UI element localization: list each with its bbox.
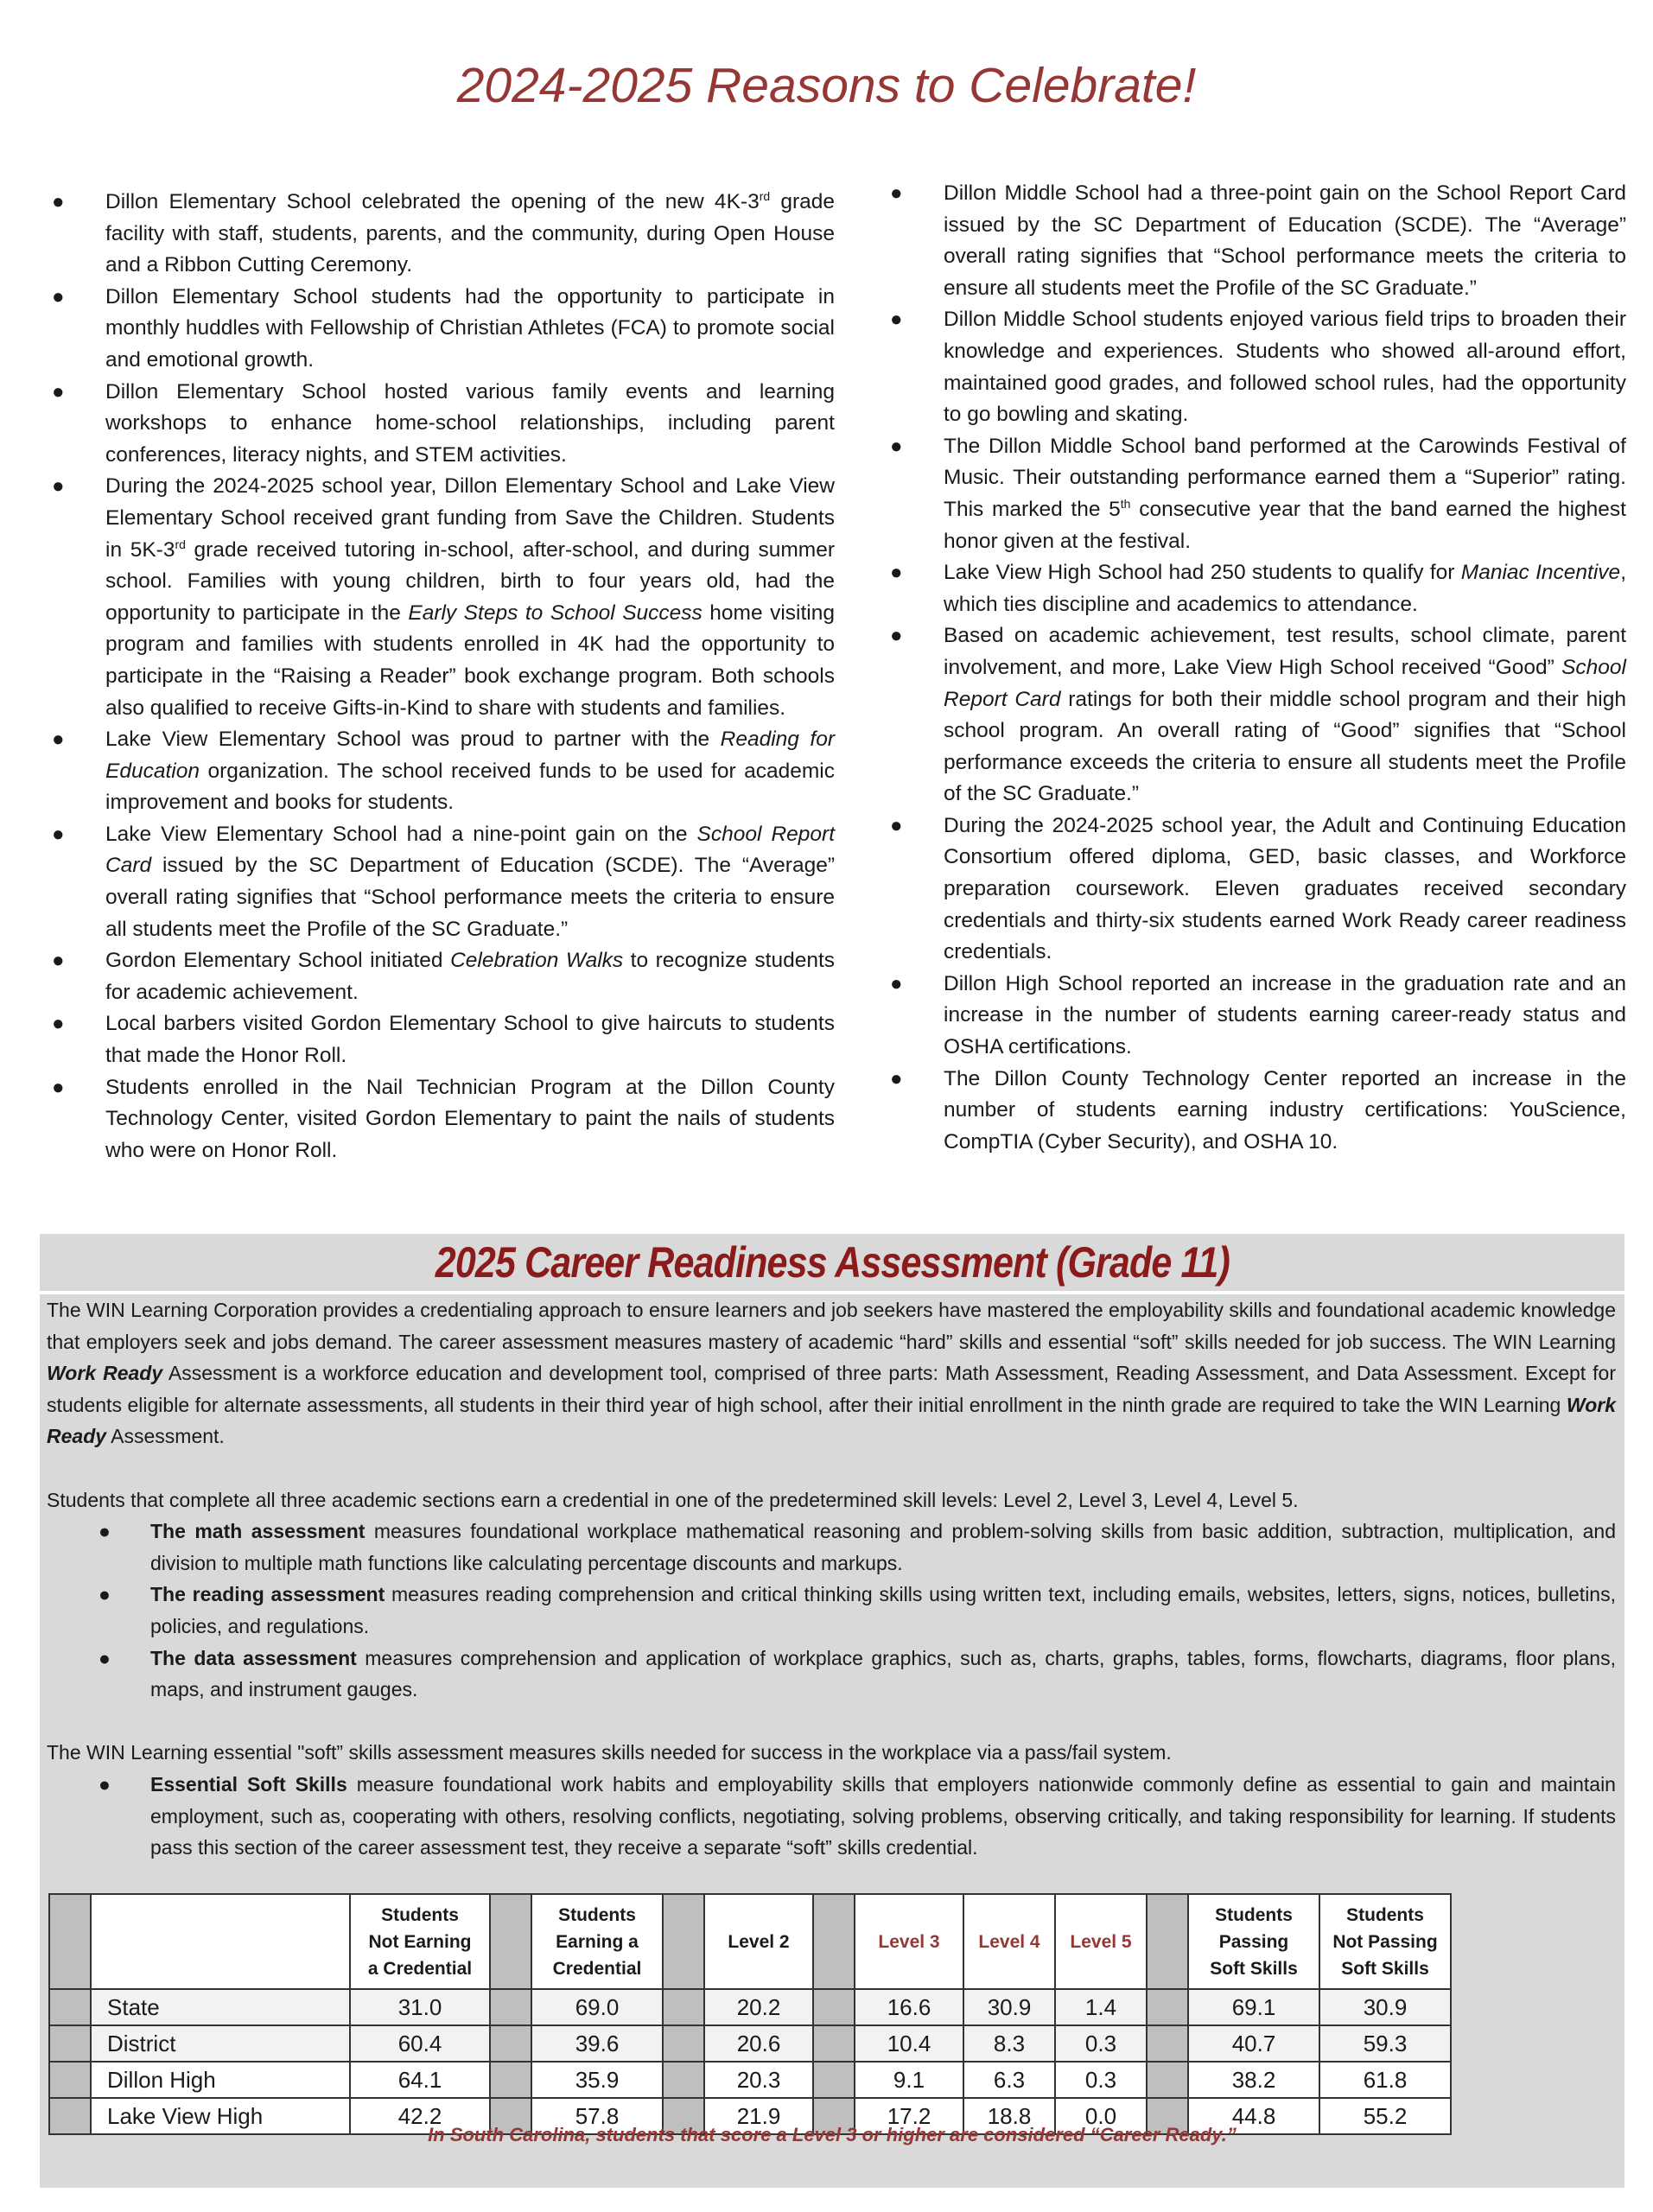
list-item bbox=[47, 1579, 1616, 1642]
table-cell: 31.0 bbox=[350, 1989, 490, 2025]
text-run: ratings for both their middle school program and their high school program. An overall rating of “Good” signifies that “School performance exceeds the criteria to ensure all students meet the Profile of the SC Graduate.” bbox=[944, 687, 1627, 806]
bullet-icon: ● bbox=[890, 561, 903, 585]
table-cell: 30.9 bbox=[1319, 1989, 1451, 2025]
table-cell: 69.0 bbox=[531, 1989, 663, 2025]
bullet-lead: The math assessment bbox=[150, 1520, 366, 1543]
list-item bbox=[890, 1064, 1626, 1159]
text-run: Gordon Elementary School initiated bbox=[105, 949, 451, 973]
table-row bbox=[49, 1989, 1451, 2025]
text-run: Based on academic achievement, test results, school climate, parent involvement, and more, Lake View High School received “Good” bbox=[944, 624, 1626, 679]
spacer-cell bbox=[663, 1989, 704, 2025]
header-line: Students bbox=[1215, 1904, 1293, 1925]
list-item bbox=[890, 810, 1626, 969]
list-item bbox=[52, 1008, 835, 1071]
bullet-icon: ● bbox=[890, 181, 903, 205]
text-run: Dillon Middle School students enjoyed various field trips to broaden their knowledge and experiences. Students who showed all-around effort, maintained good grades, and followed school rules, had the opportunity to go bowling and skating. bbox=[944, 308, 1626, 427]
list-item bbox=[47, 1643, 1616, 1706]
spacer-cell bbox=[49, 2062, 91, 2098]
header-line: Earning a bbox=[556, 1931, 639, 1952]
text-run: Assessment. bbox=[106, 1425, 225, 1448]
levels-text: Students that complete all three academic sections earn a credential in one of the predetermined skill levels: Level 2, Level 3, Level 4, Level 5. bbox=[47, 1488, 1299, 1511]
bullet-icon: ● bbox=[890, 1066, 903, 1090]
table-header-row bbox=[49, 1894, 1451, 1989]
bullet-text: measures comprehension and application of workplace graphics, such as, charts, graphs, tables, forms, flowcharts, diagrams, floor plans, maps, and instrument gauges. bbox=[150, 1646, 1616, 1701]
bullet-icon: ● bbox=[52, 474, 65, 499]
text-run: Dillon Middle School had a three-point gain on the School Report Card issued by the SC Department of Education (SCDE). The “Average” overall rating signifies that “School performance meets the criteria to ensure all students meet the Profile of the SC Graduate.” bbox=[944, 181, 1626, 300]
spacer-cell bbox=[490, 1894, 531, 1989]
text-run: Lake View Elementary School had a nine-point gain on the bbox=[105, 822, 697, 846]
bullet-icon: ● bbox=[52, 822, 65, 846]
column-header bbox=[350, 1894, 490, 1989]
bullet-icon: ● bbox=[99, 1646, 111, 1669]
list-item bbox=[890, 557, 1626, 620]
text-run: home visiting program and families with students enrolled in 4K had the opportunity to participate in the “Raising a Reader” book exchange program. Both schools also qualified to receive Gifts-in-Kind to share with students and families. bbox=[105, 601, 835, 720]
bullet-icon: ● bbox=[52, 1075, 65, 1099]
column-header bbox=[1188, 1894, 1319, 1989]
text-run: During the 2024-2025 school year, Dillon Elementary School and Lake View Elementary School received grant funding from Save the Children. Students in 5K-3 bbox=[105, 474, 835, 562]
text-run: Dillon Elementary School students had the opportunity to participate in monthly huddles with Fellowship of Christian Athletes (FCA) to promote social and emotional growth. bbox=[105, 284, 835, 372]
spacer-cell bbox=[49, 2025, 91, 2062]
italic-text: Reading for Education bbox=[105, 728, 835, 783]
list-item bbox=[52, 819, 835, 945]
academic-assessments-list bbox=[47, 1516, 1616, 1706]
bullet-icon: ● bbox=[890, 434, 903, 458]
list-item bbox=[890, 431, 1626, 557]
header-line: Students bbox=[558, 1904, 636, 1925]
bullet-icon: ● bbox=[890, 308, 903, 332]
text-run: to recognize students for academic achievement. bbox=[105, 949, 836, 1004]
table-cell: 64.1 bbox=[350, 2062, 490, 2098]
spacer-cell bbox=[813, 2025, 855, 2062]
italic-text: School Report Card bbox=[944, 655, 1626, 711]
bullet-icon: ● bbox=[52, 728, 65, 752]
text-run: Dillon Elementary School hosted various family events and learning workshops to enhance home-school relationships, including parent conferences, literacy nights, and STEM activities. bbox=[105, 379, 835, 467]
list-item bbox=[52, 282, 835, 377]
header-line: Soft Skills bbox=[1210, 1958, 1298, 1979]
superscript: th bbox=[1120, 496, 1131, 511]
table-cell: 9.1 bbox=[855, 2062, 963, 2098]
bullet-icon: ● bbox=[52, 1012, 65, 1036]
spacer-cell bbox=[813, 2062, 855, 2098]
text-run: Dillon Elementary School celebrated the opening of the new 4K-3 bbox=[105, 190, 760, 213]
column-header bbox=[963, 1894, 1055, 1989]
header-line: Not Earning bbox=[368, 1931, 472, 1952]
table-cell: 0.0 bbox=[1055, 2098, 1147, 2134]
text-run: organization. The school received funds to be used for academic improvement and books for students. bbox=[105, 759, 835, 815]
table-cell: 6.3 bbox=[963, 2062, 1055, 2098]
header-line: a Credential bbox=[367, 1958, 473, 1979]
column-header bbox=[1055, 1894, 1147, 1989]
list-item bbox=[52, 471, 835, 724]
career-ready-footnote: In South Carolina, students that score a Level 3 or higher are considered “Career Ready.” bbox=[428, 2124, 1237, 2145]
header-line: Passing bbox=[1218, 1931, 1289, 1952]
text-run: , which ties discipline and academics to attendance. bbox=[944, 561, 1626, 616]
celebrations-list-left bbox=[52, 187, 835, 1166]
assessment-title: 2025 Career Readiness Assessment (Grade 11) bbox=[435, 1238, 1230, 1287]
header-line: Students bbox=[381, 1904, 459, 1925]
soft-skills-text: The WIN Learning essential "soft” skills assessment measures skills needed for success in the workplace via a pass/fail system. bbox=[47, 1741, 1172, 1764]
bullet-icon: ● bbox=[890, 813, 903, 837]
text-run: Assessment is a workforce education and development tool, comprised of three parts: Math Assessment, Reading Assessment, and Data Assessment. Except for students eligible for alternate assessments, all students in their third year of high school, after their initial enrollment in the ninth grade are required to take the WIN Learning bbox=[47, 1362, 1616, 1416]
table-cell: 21.9 bbox=[704, 2098, 813, 2134]
header-line: Level 4 bbox=[978, 1931, 1040, 1952]
header-line: Level 3 bbox=[878, 1931, 940, 1952]
table-cell: 38.2 bbox=[1188, 2062, 1319, 2098]
list-item bbox=[52, 724, 835, 819]
bullet-icon: ● bbox=[890, 971, 903, 995]
bullet-icon: ● bbox=[99, 1520, 111, 1543]
table-cell: 20.2 bbox=[704, 1989, 813, 2025]
bullet-text: measures reading comprehension and critical thinking skills using written text, including emails, websites, letters, signs, notices, bulletins, policies, and regulations. bbox=[150, 1583, 1616, 1637]
spacer-cell bbox=[49, 1894, 91, 1989]
header-line: Not Passing bbox=[1332, 1931, 1438, 1952]
bullet-icon: ● bbox=[52, 190, 65, 213]
table-cell: 69.1 bbox=[1188, 1989, 1319, 2025]
table-cell: 59.3 bbox=[1319, 2025, 1451, 2062]
list-item bbox=[52, 187, 835, 282]
spacer-cell bbox=[663, 2062, 704, 2098]
bold-italic-text: Work Ready bbox=[47, 1362, 163, 1385]
bullet-icon: ● bbox=[890, 624, 903, 648]
text-run: Lake View High School had 250 students to qualify for bbox=[944, 561, 1461, 585]
text-run: The Dillon County Technology Center reported an increase in the number of students earning industry certifications: YouScience, CompTIA (Cyber Security), and OSHA 10. bbox=[944, 1066, 1626, 1154]
bullet-text: measure foundational work habits and employability skills that employers nationwide commonly define as essential to gain and maintain employment, such as, cooperating with others, resolving conflicts, negotiating, solving problems, observing critically, and taking responsibility for learning. If students pass this section of the career assessment test, they receive a separate “soft” skills credential. bbox=[150, 1772, 1616, 1859]
list-item bbox=[890, 969, 1626, 1064]
table-cell: 10.4 bbox=[855, 2025, 963, 2062]
list-item bbox=[890, 178, 1626, 304]
italic-text: Maniac Incentive bbox=[1460, 561, 1621, 585]
table-row bbox=[49, 2062, 1451, 2098]
career-readiness-table bbox=[48, 1893, 1452, 2135]
table-cell: 35.9 bbox=[531, 2062, 663, 2098]
column-header bbox=[855, 1894, 963, 1989]
text-run: During the 2024-2025 school year, the Adult and Continuing Education Consortium offered diploma, GED, basic classes, and Workforce preparation coursework. Eleven graduates received secondary credentials and thirty-six students earned Work Ready career readiness credentials. bbox=[944, 813, 1626, 964]
column-header bbox=[531, 1894, 663, 1989]
page-title: 2024-2025 Reasons to Celebrate! bbox=[456, 58, 1197, 113]
row-label: Lake View High bbox=[91, 2098, 350, 2134]
spacer-cell bbox=[1147, 1989, 1188, 2025]
table-cell: 40.7 bbox=[1188, 2025, 1319, 2062]
bullet-icon: ● bbox=[52, 379, 65, 404]
header-line: Level 2 bbox=[728, 1931, 790, 1952]
table-cell: 1.4 bbox=[1055, 1989, 1147, 2025]
text-run: The WIN Learning Corporation provides a credentialing approach to ensure learners and job seekers have mastered the employability skills and foundational academic knowledge that employers seek and jobs demand. The career assessment measures mastery of academic “hard” skills and essential “soft” skills needed for job success. The WIN Learning bbox=[47, 1299, 1616, 1353]
table-cell: 20.6 bbox=[704, 2025, 813, 2062]
spacer-cell bbox=[1147, 1894, 1188, 1989]
list-item bbox=[890, 304, 1626, 430]
corner-cell bbox=[91, 1894, 350, 1989]
table-cell: 0.3 bbox=[1055, 2025, 1147, 2062]
spacer-cell bbox=[1147, 2025, 1188, 2062]
header-line: Soft Skills bbox=[1341, 1958, 1429, 1979]
list-item bbox=[52, 377, 835, 472]
text-run: grade received tutoring in-school, after-school, and during summer school. Families with young children, birth to four years old, had the opportunity to participate in the bbox=[105, 537, 835, 625]
bold-italic-text: Work Ready bbox=[47, 1393, 1616, 1448]
list-item bbox=[47, 1769, 1616, 1864]
text-run: The Dillon Middle School band performed at the Carowinds Festival of Music. Their outstanding performance earned them a “Superior” rating. This marked the 5 bbox=[944, 434, 1626, 521]
bullet-icon: ● bbox=[52, 949, 65, 973]
table-cell: 17.2 bbox=[855, 2098, 963, 2134]
column-header bbox=[704, 1894, 813, 1989]
list-item bbox=[890, 620, 1626, 810]
header-line: Level 5 bbox=[1070, 1931, 1132, 1952]
text-run: Dillon High School reported an increase in the graduation rate and an increase in the number of students earning career-ready status and OSHA certifications. bbox=[944, 971, 1626, 1059]
italic-text: School Report Card bbox=[105, 822, 835, 878]
header-line: Students bbox=[1346, 1904, 1424, 1925]
table-cell: 44.8 bbox=[1188, 2098, 1319, 2134]
table-cell: 57.8 bbox=[531, 2098, 663, 2134]
text-run: Lake View Elementary School was proud to partner with the bbox=[105, 728, 721, 752]
bullet-lead: The reading assessment bbox=[150, 1583, 385, 1606]
celebrations-list-right bbox=[890, 178, 1626, 1158]
assessment-section bbox=[40, 1294, 1624, 2188]
spacer-cell bbox=[49, 1989, 91, 2025]
bullet-lead: The data assessment bbox=[150, 1646, 357, 1669]
celebrations-left-column bbox=[52, 187, 835, 1166]
text-run: Students enrolled in the Nail Technician Program at the Dillon County Technology Center, visited Gordon Elementary to paint the nails of students who were on Honor Roll. bbox=[105, 1075, 835, 1162]
column-header bbox=[1319, 1894, 1451, 1989]
list-item bbox=[52, 945, 835, 1008]
assessment-title-band bbox=[40, 1234, 1624, 1291]
spacer-cell bbox=[1147, 2062, 1188, 2098]
table-cell: 16.6 bbox=[855, 1989, 963, 2025]
bullet-text: measures foundational workplace mathematical reasoning and problem-solving skills from basic addition, subtraction, multiplication, and division to multiple math functions like calculating percentage discounts and markups. bbox=[150, 1520, 1616, 1574]
text-run: consecutive year that the band earned the highest honor given at the festival. bbox=[944, 497, 1626, 553]
assessment-text bbox=[47, 1294, 1616, 1864]
list-item bbox=[52, 1072, 835, 1167]
assessment-intro bbox=[47, 1294, 1616, 1452]
row-label: Dillon High bbox=[91, 2062, 350, 2098]
table-cell: 60.4 bbox=[350, 2025, 490, 2062]
table-cell: 61.8 bbox=[1319, 2062, 1451, 2098]
table-cell: 8.3 bbox=[963, 2025, 1055, 2062]
table-cell: 30.9 bbox=[963, 1989, 1055, 2025]
spacer-cell bbox=[490, 1989, 531, 2025]
table-row bbox=[49, 2025, 1451, 2062]
bullet-lead: Essential Soft Skills bbox=[150, 1772, 347, 1796]
superscript: rd bbox=[759, 188, 771, 203]
spacer-cell bbox=[813, 1894, 855, 1989]
row-label: District bbox=[91, 2025, 350, 2062]
header-line: Credential bbox=[552, 1958, 642, 1979]
soft-skills-list bbox=[47, 1769, 1616, 1864]
text-run: issued by the SC Department of Education (SCDE). The “Average” overall rating signifies that “School performance meets the criteria to ensure all students meet the Profile of the SC Graduate.” bbox=[105, 854, 835, 941]
text-run: Local barbers visited Gordon Elementary School to give haircuts to students that made the Honor Roll. bbox=[105, 1012, 835, 1068]
spacer-cell bbox=[490, 2062, 531, 2098]
table-cell: 20.3 bbox=[704, 2062, 813, 2098]
spacer-cell bbox=[663, 2025, 704, 2062]
table-cell: 18.8 bbox=[963, 2098, 1055, 2134]
spacer-cell bbox=[663, 1894, 704, 1989]
bullet-icon: ● bbox=[99, 1583, 111, 1606]
superscript: rd bbox=[175, 537, 186, 551]
text-run: grade facility with staff, students, parents, and the community, during Open House and a Ribbon Cutting Ceremony. bbox=[105, 190, 836, 277]
table-cell: 42.2 bbox=[350, 2098, 490, 2134]
row-label: State bbox=[91, 1989, 350, 2025]
bullet-icon: ● bbox=[99, 1772, 111, 1796]
table-cell: 55.2 bbox=[1319, 2098, 1451, 2134]
spacer-cell bbox=[490, 2025, 531, 2062]
bullet-icon: ● bbox=[52, 284, 65, 308]
table-cell: 0.3 bbox=[1055, 2062, 1147, 2098]
list-item bbox=[47, 1516, 1616, 1579]
table-cell: 39.6 bbox=[531, 2025, 663, 2062]
italic-text: Early Steps to School Success bbox=[408, 601, 703, 625]
spacer-cell bbox=[813, 1989, 855, 2025]
celebrations-right-column bbox=[890, 178, 1626, 1158]
italic-text: Celebration Walks bbox=[450, 949, 624, 973]
